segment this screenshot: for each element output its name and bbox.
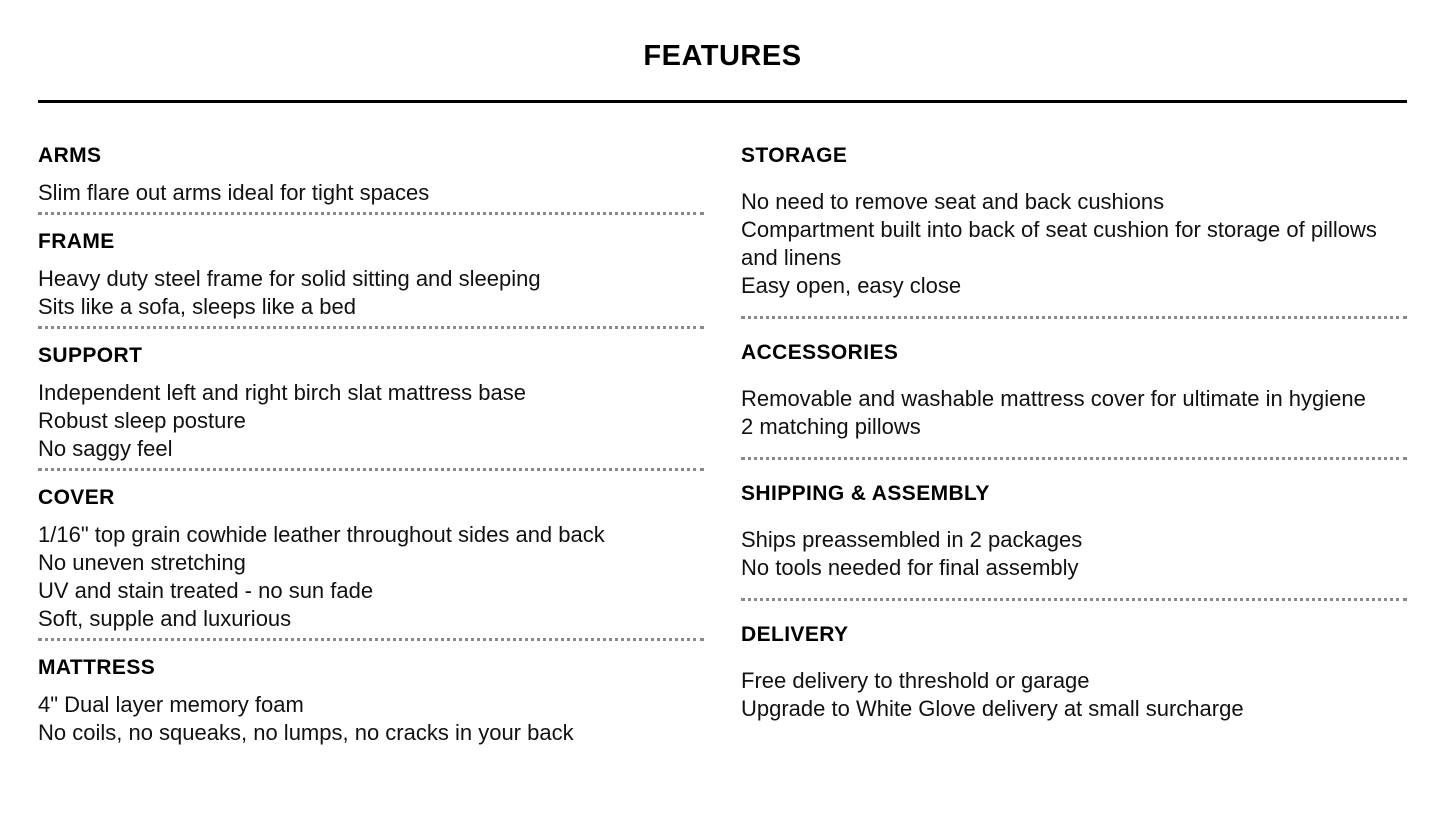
dotted-divider — [38, 326, 704, 329]
features-columns — [38, 143, 1407, 752]
feature-line: Robust sleep posture — [38, 408, 246, 433]
feature-section-arms — [38, 143, 704, 215]
feature-line: UV and stain treated - no sun fade — [38, 578, 374, 603]
feature-line: Ships preassembled in 2 packages — [741, 527, 1083, 552]
section-heading: DELIVERY — [741, 623, 849, 646]
section-heading: ARMS — [38, 144, 102, 167]
feature-line: No saggy feel — [38, 436, 173, 461]
feature-line: Easy open, easy close — [741, 273, 962, 298]
feature-section-accessories — [741, 340, 1407, 460]
title-divider — [38, 100, 1407, 103]
feature-line: No tools needed for final assembly — [741, 555, 1079, 580]
feature-line: Slim flare out arms ideal for tight spaces — [38, 180, 430, 205]
feature-line: Sits like a sofa, sleeps like a bed — [38, 294, 356, 319]
feature-section-mattress — [38, 655, 704, 747]
section-heading: STORAGE — [741, 144, 848, 167]
feature-line: 2 matching pillows — [741, 414, 921, 439]
section-heading: ACCESSORIES — [741, 341, 899, 364]
section-heading: COVER — [38, 486, 115, 509]
feature-list — [741, 385, 1407, 441]
feature-line: Free delivery to threshold or garage — [741, 668, 1090, 693]
feature-list — [741, 526, 1407, 582]
feature-line: Removable and washable mattress cover for ultimate in hygiene — [741, 386, 1366, 411]
feature-list — [38, 521, 704, 633]
section-heading: FRAME — [38, 230, 115, 253]
feature-section-support — [38, 343, 704, 471]
page-title: FEATURES — [643, 40, 802, 72]
feature-list — [741, 667, 1407, 723]
right-column — [741, 143, 1407, 752]
feature-line: No coils, no squeaks, no lumps, no cracks in your back — [38, 720, 574, 745]
feature-line: Compartment built into back of seat cushion for storage of pillows and linens — [741, 217, 1377, 270]
feature-line: Soft, supple and luxurious — [38, 606, 292, 631]
feature-list — [38, 179, 704, 207]
dotted-divider — [741, 457, 1407, 460]
feature-line: Heavy duty steel frame for solid sitting and sleeping — [38, 266, 541, 291]
feature-line: 4" Dual layer memory foam — [38, 692, 304, 717]
feature-section-cover — [38, 485, 704, 641]
feature-line: No need to remove seat and back cushions — [741, 189, 1165, 214]
feature-line: Upgrade to White Glove delivery at small surcharge — [741, 696, 1244, 721]
feature-section-frame — [38, 229, 704, 329]
section-heading: MATTRESS — [38, 656, 156, 679]
dotted-divider — [741, 598, 1407, 601]
dotted-divider — [38, 638, 704, 641]
feature-section-delivery — [741, 622, 1407, 723]
feature-list — [38, 379, 704, 463]
feature-list — [38, 265, 704, 321]
feature-section-storage — [741, 143, 1407, 319]
section-heading: SHIPPING & ASSEMBLY — [741, 482, 990, 505]
feature-list — [38, 691, 704, 747]
feature-list — [741, 188, 1407, 300]
feature-line: Independent left and right birch slat mattress base — [38, 380, 526, 405]
feature-line: No uneven stretching — [38, 550, 246, 575]
feature-section-shipping-and-assembly — [741, 481, 1407, 601]
section-heading: SUPPORT — [38, 344, 143, 367]
dotted-divider — [38, 212, 704, 215]
dotted-divider — [38, 468, 704, 471]
feature-line: 1/16" top grain cowhide leather throughout sides and back — [38, 522, 605, 547]
left-column — [38, 143, 704, 752]
dotted-divider — [741, 316, 1407, 319]
